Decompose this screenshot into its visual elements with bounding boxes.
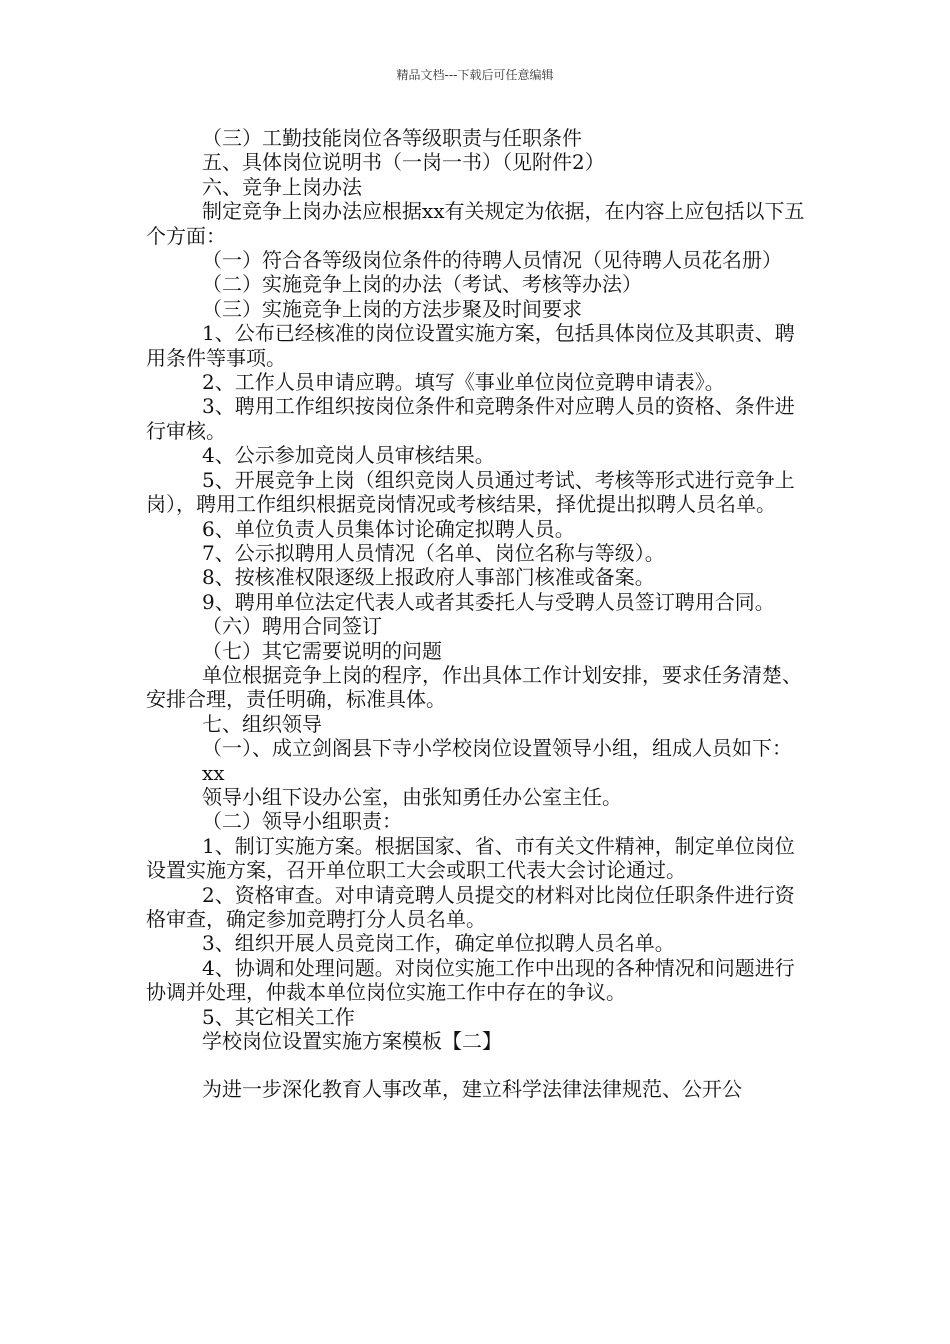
paragraph: 单位根据竞争上岗的程序，作出具体工作计划安排，要求任务清楚、安排合理，责任明确，标准具体。: [146, 662, 802, 712]
paragraph: 1、公布已经核准的岗位设置实施方案，包括具体岗位及其职责、聘用条件等事项。: [146, 321, 795, 370]
paragraph: （七）其它需要说明的问题: [202, 638, 442, 663]
paragraph: （一）、成立剑阁县下寺小学校岗位设置领导小组，组成人员如下：: [202, 736, 792, 761]
paragraph: （三）工勤技能岗位各等级职责与任职条件: [202, 126, 582, 150]
paragraph: （二）领导小组职责：: [202, 809, 402, 834]
paragraph: （二）实施竞争上岗的办法（考试、考核等办法）: [202, 272, 642, 297]
paragraph: 9、聘用单位法定代表人或者其委托人与受聘人员签订聘用合同。: [202, 589, 775, 614]
paragraph: 6、单位负责人员集体讨论确定拟聘人员。: [202, 516, 575, 541]
paragraph: 5、其它相关工作: [202, 1004, 355, 1029]
page-header: 精品文档---下载后可任意编辑: [396, 68, 554, 82]
paragraph: 3、组织开展人员竞岗工作，确定单位拟聘人员名单。: [202, 931, 675, 956]
paragraph: 1、制订实施方案。根据国家、省、市有关文件精神，制定单位岗位设置实施方案，召开单位职工大会或职工代表大会讨论通过。: [146, 833, 795, 883]
paragraph: （六）聘用合同签订: [202, 614, 382, 639]
blank-line: [146, 1053, 810, 1077]
paragraph: xx: [202, 760, 225, 785]
section-title: 学校岗位设置实施方案模板【二】: [202, 1029, 502, 1054]
paragraph: 7、公示拟聘用人员情况（名单、岗位名称与等级）。: [202, 540, 665, 565]
paragraph: 六、竞争上岗办法: [202, 174, 362, 199]
paragraph: 3、聘用工作组织按岗位条件和竞聘条件对应聘人员的资格、条件进行审核。: [146, 394, 795, 443]
paragraph: 五、具体岗位说明书（一岗一书）（见附件2）: [202, 150, 605, 175]
paragraph: 8、按核准权限逐级上报政府人事部门核准或备案。: [202, 565, 655, 590]
paragraph: 制定竞争上岗办法应根据xx有关规定为依据，在内容上应包括以下五个方面：: [146, 199, 805, 248]
paragraph: 4、公示参加竞岗人员审核结果。: [202, 443, 495, 468]
paragraph: 领导小组下设办公室，由张知勇任办公室主任。: [202, 784, 622, 809]
paragraph: 2、工作人员申请应聘。填写《事业单位岗位竞聘申请表》。: [202, 370, 725, 395]
paragraph: 4、协调和处理问题。对岗位实施工作中出现的各种情况和问题进行协调并处理，仲裁本单位岗位实施工作中存在的争议。: [146, 955, 795, 1005]
paragraph: 5、开展竞争上岗（组织竞岗人员通过考试、考核等形式进行竞争上岗），聘用工作组织根据竞岗情况或考核结果，择优提出拟聘人员名单。: [146, 467, 795, 517]
paragraph: 为进一步深化教育人事改革，建立科学法律法律规范、公开公: [202, 1077, 742, 1102]
paragraph: 七、组织领导: [202, 711, 322, 736]
document-body: [146, 126, 810, 1102]
paragraph: （三）实施竞争上岗的方法步聚及时间要求: [202, 296, 582, 321]
paragraph: （一）符合各等级岗位条件的待聘人员情况（见待聘人员花名册）: [202, 248, 782, 273]
paragraph: 2、资格审查。对申请竞聘人员提交的材料对比岗位任职条件进行资格审查，确定参加竞聘打分人员名单。: [146, 882, 795, 931]
